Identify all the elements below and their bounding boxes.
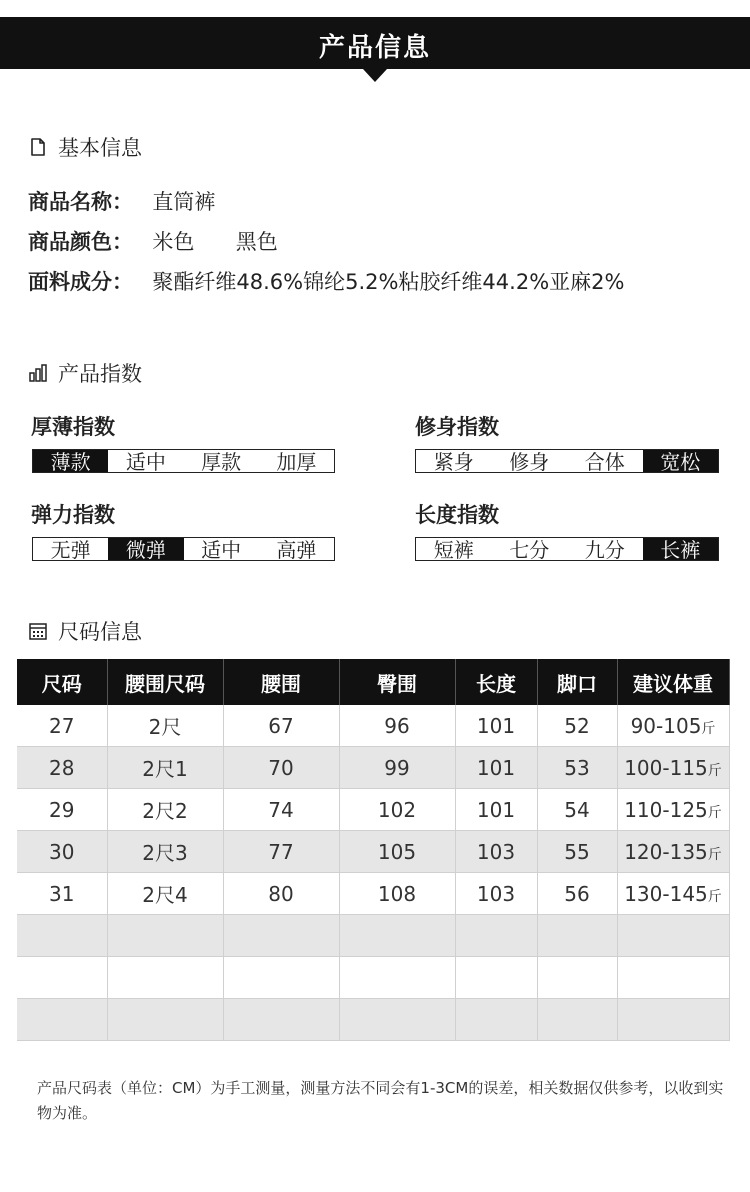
empty-cell: [223, 957, 339, 999]
waist-size-cell: 2尺2: [107, 789, 223, 831]
length-option: 长裤: [643, 538, 719, 560]
length-index-title: 长度指数: [415, 503, 499, 527]
fit-index-scale: [415, 449, 719, 473]
table-row: [17, 789, 729, 831]
material-row: [28, 266, 624, 296]
empty-cell: [537, 999, 617, 1041]
empty-cell: [339, 957, 455, 999]
length-cell: 103: [455, 873, 537, 915]
empty-cell: [339, 999, 455, 1041]
length-index-scale: [415, 537, 719, 561]
length-cell: 101: [455, 789, 537, 831]
size-info-heading: [28, 616, 142, 646]
waist-cell: 80: [223, 873, 339, 915]
table-row: [17, 747, 729, 789]
table-row: [17, 873, 729, 915]
waist-size-cell: 2尺3: [107, 831, 223, 873]
elasticity-option: 微弹: [108, 538, 183, 560]
length-option: 七分: [509, 538, 550, 562]
empty-table-row: [17, 957, 729, 999]
material-value: 聚酯纤维48.6%锦纶5.2%粘胶纤维44.2%亚麻2%: [152, 270, 625, 294]
weight-cell: [617, 747, 729, 789]
weight-cell: [617, 873, 729, 915]
empty-cell: [537, 915, 617, 957]
hip-cell: 102: [339, 789, 455, 831]
thickness-option: 薄款: [33, 450, 108, 472]
product-index-heading-label: 产品指数: [58, 362, 142, 386]
hem-cell: 53: [537, 747, 617, 789]
size-info-heading-label: 尺码信息: [58, 620, 142, 644]
fit-option: 修身: [509, 450, 550, 474]
column-header: 臀围: [339, 659, 455, 705]
empty-cell: [107, 999, 223, 1041]
empty-cell: [17, 915, 107, 957]
empty-cell: [107, 915, 223, 957]
waist-size-cell: 2尺: [107, 705, 223, 747]
length-cell: 101: [455, 705, 537, 747]
empty-cell: [617, 999, 729, 1041]
weight-unit: 斤: [701, 720, 716, 737]
weight-unit: 斤: [707, 846, 722, 863]
calendar-grid-icon: [28, 621, 48, 641]
empty-cell: [17, 999, 107, 1041]
thickness-option: 适中: [125, 450, 166, 474]
weight-unit: 斤: [707, 888, 722, 905]
basic-info-heading-label: 基本信息: [58, 136, 142, 160]
size-cell: 30: [17, 831, 107, 873]
weight-value: 120-135: [624, 839, 708, 864]
column-header: 建议体重: [617, 659, 729, 705]
length-option: 短裤: [433, 538, 474, 562]
basic-info-heading: [28, 132, 142, 162]
column-header: 脚口: [537, 659, 617, 705]
bar-chart-icon: [28, 363, 48, 383]
empty-cell: [339, 915, 455, 957]
weight-value: 110-125: [624, 797, 708, 822]
size-cell: 29: [17, 789, 107, 831]
table-row: [17, 705, 729, 747]
material-label: 面料成分：: [28, 270, 133, 294]
waist-cell: 67: [223, 705, 339, 747]
product-name-row: [28, 186, 215, 216]
table-row: [17, 831, 729, 873]
waist-cell: 74: [223, 789, 339, 831]
document-icon: [28, 137, 48, 157]
banner-notch: [363, 69, 387, 82]
empty-cell: [455, 957, 537, 999]
measurement-note: 产品尺码表（单位：CM）为手工测量，测量方法不同会有1-3CM的误差，相关数据仅供参考，以收到实物为准。: [37, 1079, 724, 1122]
hem-cell: 56: [537, 873, 617, 915]
length-option: 九分: [584, 538, 625, 562]
hem-cell: 55: [537, 831, 617, 873]
fit-option: 合体: [584, 450, 625, 474]
product-name-label: 商品名称：: [28, 190, 133, 214]
thickness-option: 厚款: [201, 450, 242, 474]
product-index-heading: [28, 358, 142, 388]
elasticity-option: 无弹: [50, 538, 91, 562]
waist-cell: 77: [223, 831, 339, 873]
section-banner: [0, 17, 750, 69]
weight-unit: 斤: [707, 762, 722, 779]
empty-cell: [223, 915, 339, 957]
product-color-2: 黑色: [235, 230, 278, 254]
empty-cell: [455, 999, 537, 1041]
empty-table-row: [17, 915, 729, 957]
product-color-label: 商品颜色：: [28, 230, 133, 254]
waist-cell: 70: [223, 747, 339, 789]
hem-cell: 54: [537, 789, 617, 831]
weight-cell: [617, 789, 729, 831]
empty-cell: [617, 957, 729, 999]
hip-cell: 99: [339, 747, 455, 789]
fit-option: 紧身: [433, 450, 474, 474]
elasticity-option: 高弹: [276, 538, 317, 562]
product-name-value: 直筒裤: [152, 190, 216, 214]
waist-size-cell: 2尺4: [107, 873, 223, 915]
elasticity-option: 适中: [201, 538, 242, 562]
thickness-index-scale: [32, 449, 335, 473]
empty-cell: [17, 957, 107, 999]
empty-cell: [107, 957, 223, 999]
column-header: 腰围尺码: [107, 659, 223, 705]
hip-cell: 105: [339, 831, 455, 873]
size-cell: 28: [17, 747, 107, 789]
elasticity-index-scale: [32, 537, 335, 561]
column-header: 尺码: [17, 659, 107, 705]
weight-value: 130-145: [624, 881, 708, 906]
thickness-index-title: 厚薄指数: [31, 415, 115, 439]
column-header: 腰围: [223, 659, 339, 705]
product-color-1: 米色: [152, 230, 195, 254]
column-header: 长度: [455, 659, 537, 705]
weight-value: 90-105: [630, 713, 702, 738]
weight-unit: 斤: [707, 804, 722, 821]
weight-cell: [617, 705, 729, 747]
empty-table-row: [17, 999, 729, 1041]
size-table: [17, 659, 730, 1041]
length-cell: 101: [455, 747, 537, 789]
thickness-option: 加厚: [276, 450, 317, 474]
empty-cell: [617, 915, 729, 957]
size-cell: 31: [17, 873, 107, 915]
fit-option: 宽松: [643, 450, 719, 472]
weight-cell: [617, 831, 729, 873]
product-color-row: [28, 226, 278, 256]
fit-index-title: 修身指数: [415, 415, 499, 439]
banner-title: 产品信息: [318, 33, 431, 63]
hip-cell: 96: [339, 705, 455, 747]
empty-cell: [223, 999, 339, 1041]
elasticity-index-title: 弹力指数: [31, 503, 115, 527]
waist-size-cell: 2尺1: [107, 747, 223, 789]
empty-cell: [455, 915, 537, 957]
hem-cell: 52: [537, 705, 617, 747]
size-cell: 27: [17, 705, 107, 747]
size-table-header: [17, 659, 729, 705]
hip-cell: 108: [339, 873, 455, 915]
weight-value: 100-115: [624, 755, 708, 780]
empty-cell: [537, 957, 617, 999]
length-cell: 103: [455, 831, 537, 873]
